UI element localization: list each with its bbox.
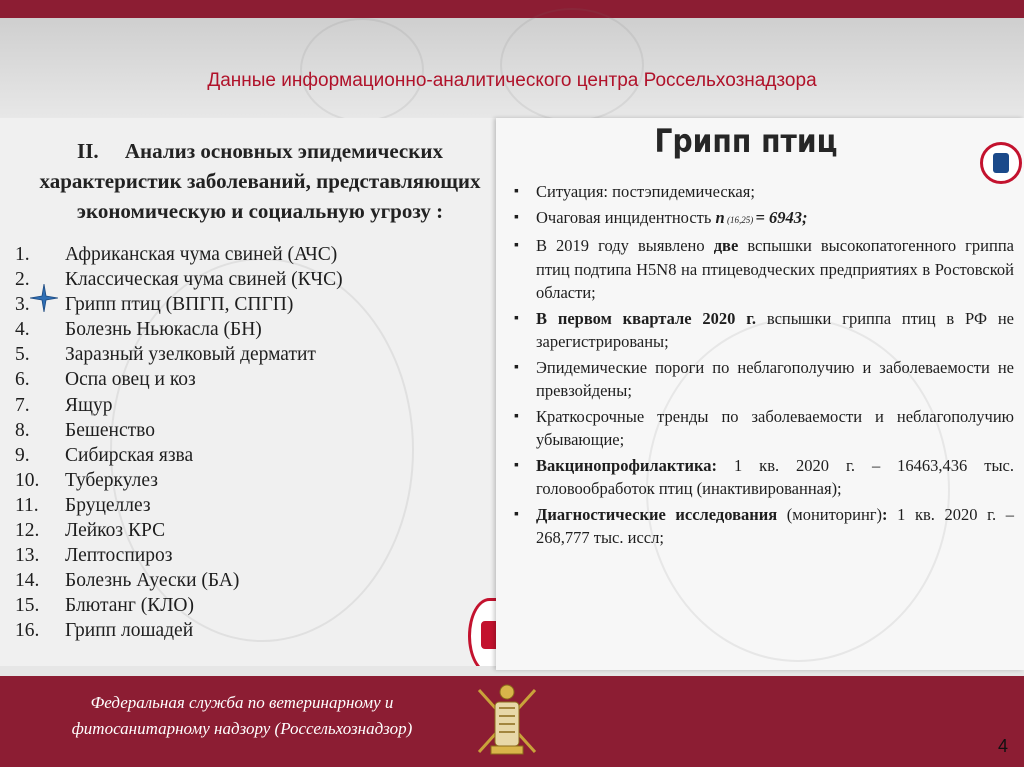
bullet-list [506, 180, 1014, 552]
list-item: 16. Грипп лошадей [15, 620, 194, 642]
cursor-star-icon [30, 284, 58, 312]
footer [0, 676, 1024, 767]
list-item: 9. Сибирская язва [15, 444, 194, 466]
left-heading [0, 136, 500, 226]
page-title: Данные информационно-аналитического центра Россельхознадзора [207, 70, 817, 91]
list-item: ▪ Вакцинопрофилактика: 1 кв. 2020 г. – 16463,436 тыс. головообработок птиц (инактивированная); [506, 454, 1014, 501]
list-item: 3. Грипп птиц (ВПГП, СПГП) [15, 294, 294, 316]
rsn-logo-icon [980, 142, 1022, 184]
list-item: ▪ Краткосрочные тренды по заболеваемости и неблагополучию убывающие; [506, 405, 1014, 452]
right-slide [496, 118, 1024, 670]
watermark-emblem [500, 8, 644, 122]
list-item: 2. Классическая чума свиней (КЧС) [15, 269, 343, 291]
disease-list [15, 242, 343, 644]
list-item: 12. Лейкоз КРС [15, 520, 166, 542]
heading-line: экономическую и социальную угрозу : [76, 199, 444, 223]
heading-line: II. Анализ основных эпидемических [77, 139, 443, 163]
list-item: 11. Бруцеллез [15, 494, 151, 516]
list-item: 6. Оспа овец и коз [15, 369, 196, 391]
list-item: ▪ В первом квартале 2020 г. вспышки гриппа птиц в РФ не зарегистрированы; [506, 307, 1014, 354]
list-item: 4. Болезнь Ньюкасла (БН) [15, 319, 262, 341]
list-item: ▪ Очаговая инцидентность n (16,25) = 6943; [506, 206, 1014, 233]
agency-emblem-icon [475, 680, 539, 762]
footer-agency-name: Федеральная служба по ветеринарному и фитосанитарному надзору (Россельхознадзор) [71, 693, 413, 738]
list-item: 14. Болезнь Ауески (БА) [15, 570, 240, 592]
list-item: 10. Туберкулез [15, 469, 158, 491]
list-item: 8. Бешенство [15, 419, 155, 441]
list-item: ▪ Ситуация: постэпидемическая; [506, 180, 1014, 204]
slide-title: Грипп птиц [654, 122, 838, 160]
list-item: 15. Блютанг (КЛО) [15, 595, 195, 617]
list-item: 5. Заразный узелковый дерматит [15, 344, 316, 366]
page-number: 4 [998, 736, 1009, 756]
list-item: ▪ Эпидемические пороги по неблагополучию и заболеваемости не превзойдены; [506, 356, 1014, 403]
list-item: 13. Лептоспироз [15, 545, 173, 567]
list-item: 7. Ящур [15, 394, 113, 416]
list-item: ▪ В 2019 году выявлено две вспышки высокопатогенного гриппа птиц подтипа H5N8 на птицеводческих предприятиях в Ростовской области; [506, 234, 1014, 305]
header [0, 18, 1024, 120]
list-item: ▪ Диагностические исследования (мониторинг): 1 кв. 2020 г. – 268,777 тыс. иссл; [506, 503, 1014, 550]
list-item: 1. Африканская чума свиней (АЧС) [15, 244, 338, 265]
heading-line: характеристик заболеваний, представляющих [39, 169, 481, 193]
top-band [0, 0, 1024, 18]
left-slide [0, 118, 500, 666]
